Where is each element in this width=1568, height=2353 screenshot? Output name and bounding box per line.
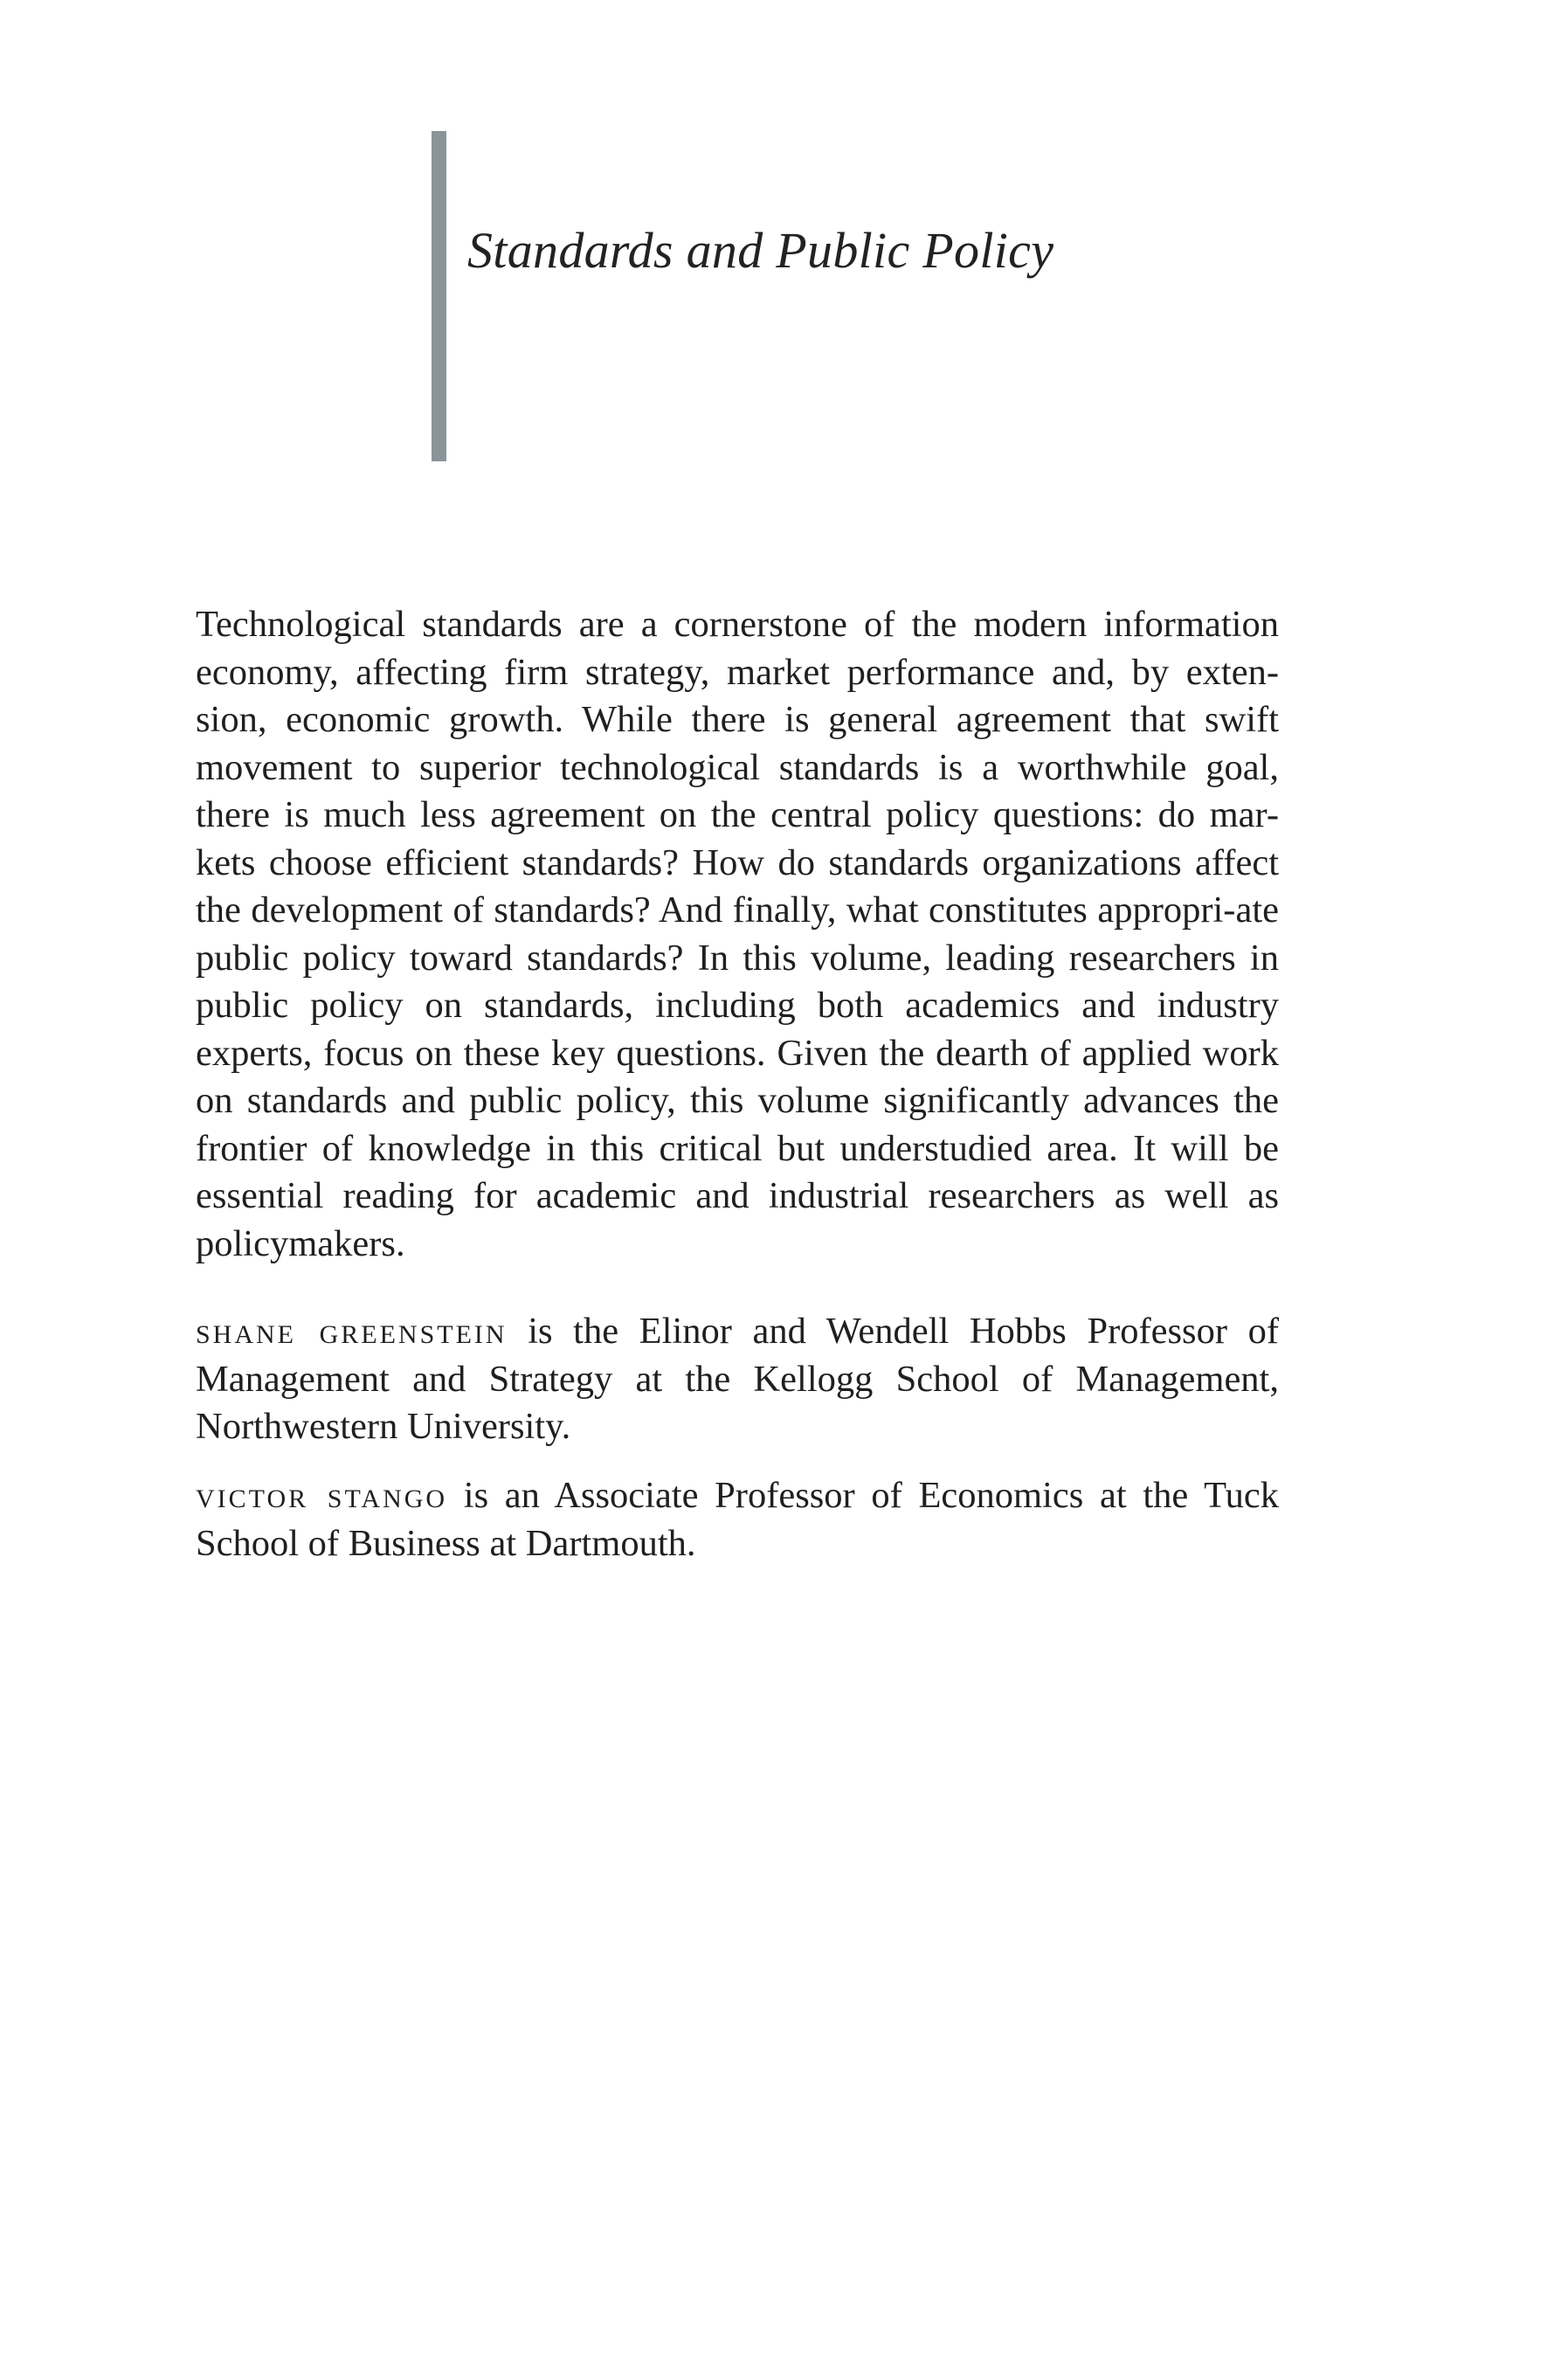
author-bio-text: is the Elinor and Wendell Hobbs Professor of Management and Strategy at the Kellogg School of Management, Northwestern University. xyxy=(196,1311,1279,1447)
title-accent-bar xyxy=(432,131,446,461)
author-name: shane greenstein xyxy=(196,1311,508,1352)
book-description xyxy=(196,601,1279,1268)
author-bio-greenstein xyxy=(196,1308,1279,1451)
author-bio-text: is an Associate Professor of Economics at the Tuck School of Business at Dartmouth. xyxy=(196,1475,1280,1564)
author-bio-stango xyxy=(196,1472,1279,1568)
author-name: victor stango xyxy=(196,1475,448,1516)
book-title: Standards and Public Policy xyxy=(467,222,1054,279)
description-text: Technological standards are a cornerstone of the modern information economy, affecting firm strategy, market performance and, by exten-sion, economic growth. While there is general agreement that swift movement to superior technological standards is a worthwhile goal, there is much less agreement on the central policy questions: do mar-kets choose efficient standards? How do standards organizations affect the development of standards? And finally, what constitutes appropri-ate public policy toward standards? In this volume, leading researchers in public policy on standards, including both academics and industry experts, focus on these key questions. Given the dearth of applied work on standards and public policy, this volume significantly advances the frontier of knowledge in this critical but understudied area. It will be essential reading for academic and industrial researchers as well as policymakers. xyxy=(196,604,1279,1264)
